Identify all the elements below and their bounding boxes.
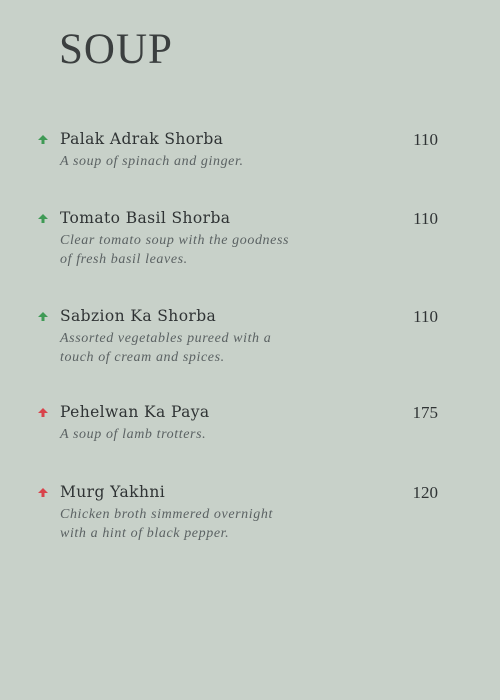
menu-item-price: 120	[412, 483, 438, 502]
menu-item-name: Palak Adrak Shorba	[60, 130, 224, 148]
menu-item-description: A soup of lamb trotters.	[60, 427, 207, 442]
nonveg-marker-icon	[38, 488, 48, 497]
menu-item-price: 110	[413, 130, 438, 149]
menu-item-price: 110	[413, 209, 438, 228]
veg-marker-icon	[38, 135, 48, 144]
menu-item-description: Clear tomato soup with the goodness of fresh basil leaves.	[60, 233, 290, 267]
menu-item-name: Tomato Basil Shorba	[60, 209, 231, 227]
menu-item-description: A soup of spinach and ginger.	[60, 154, 244, 169]
menu-item-description: Assorted vegetables pureed with a touch of cream and spices.	[60, 331, 272, 365]
nonveg-marker-icon	[38, 408, 48, 417]
menu-item-name: Pehelwan Ka Paya	[60, 403, 210, 421]
menu-item-name: Murg Yakhni	[60, 483, 166, 501]
menu-item-price: 110	[413, 307, 438, 326]
menu-section-title: SOUP	[59, 26, 173, 73]
veg-marker-icon	[38, 214, 48, 223]
veg-marker-icon	[38, 312, 48, 321]
menu-item-price: 175	[412, 403, 438, 422]
menu-item-description: Chicken broth simmered overnight with a hint of black pepper.	[60, 507, 273, 541]
menu-item-name: Sabzion Ka Shorba	[60, 307, 217, 325]
